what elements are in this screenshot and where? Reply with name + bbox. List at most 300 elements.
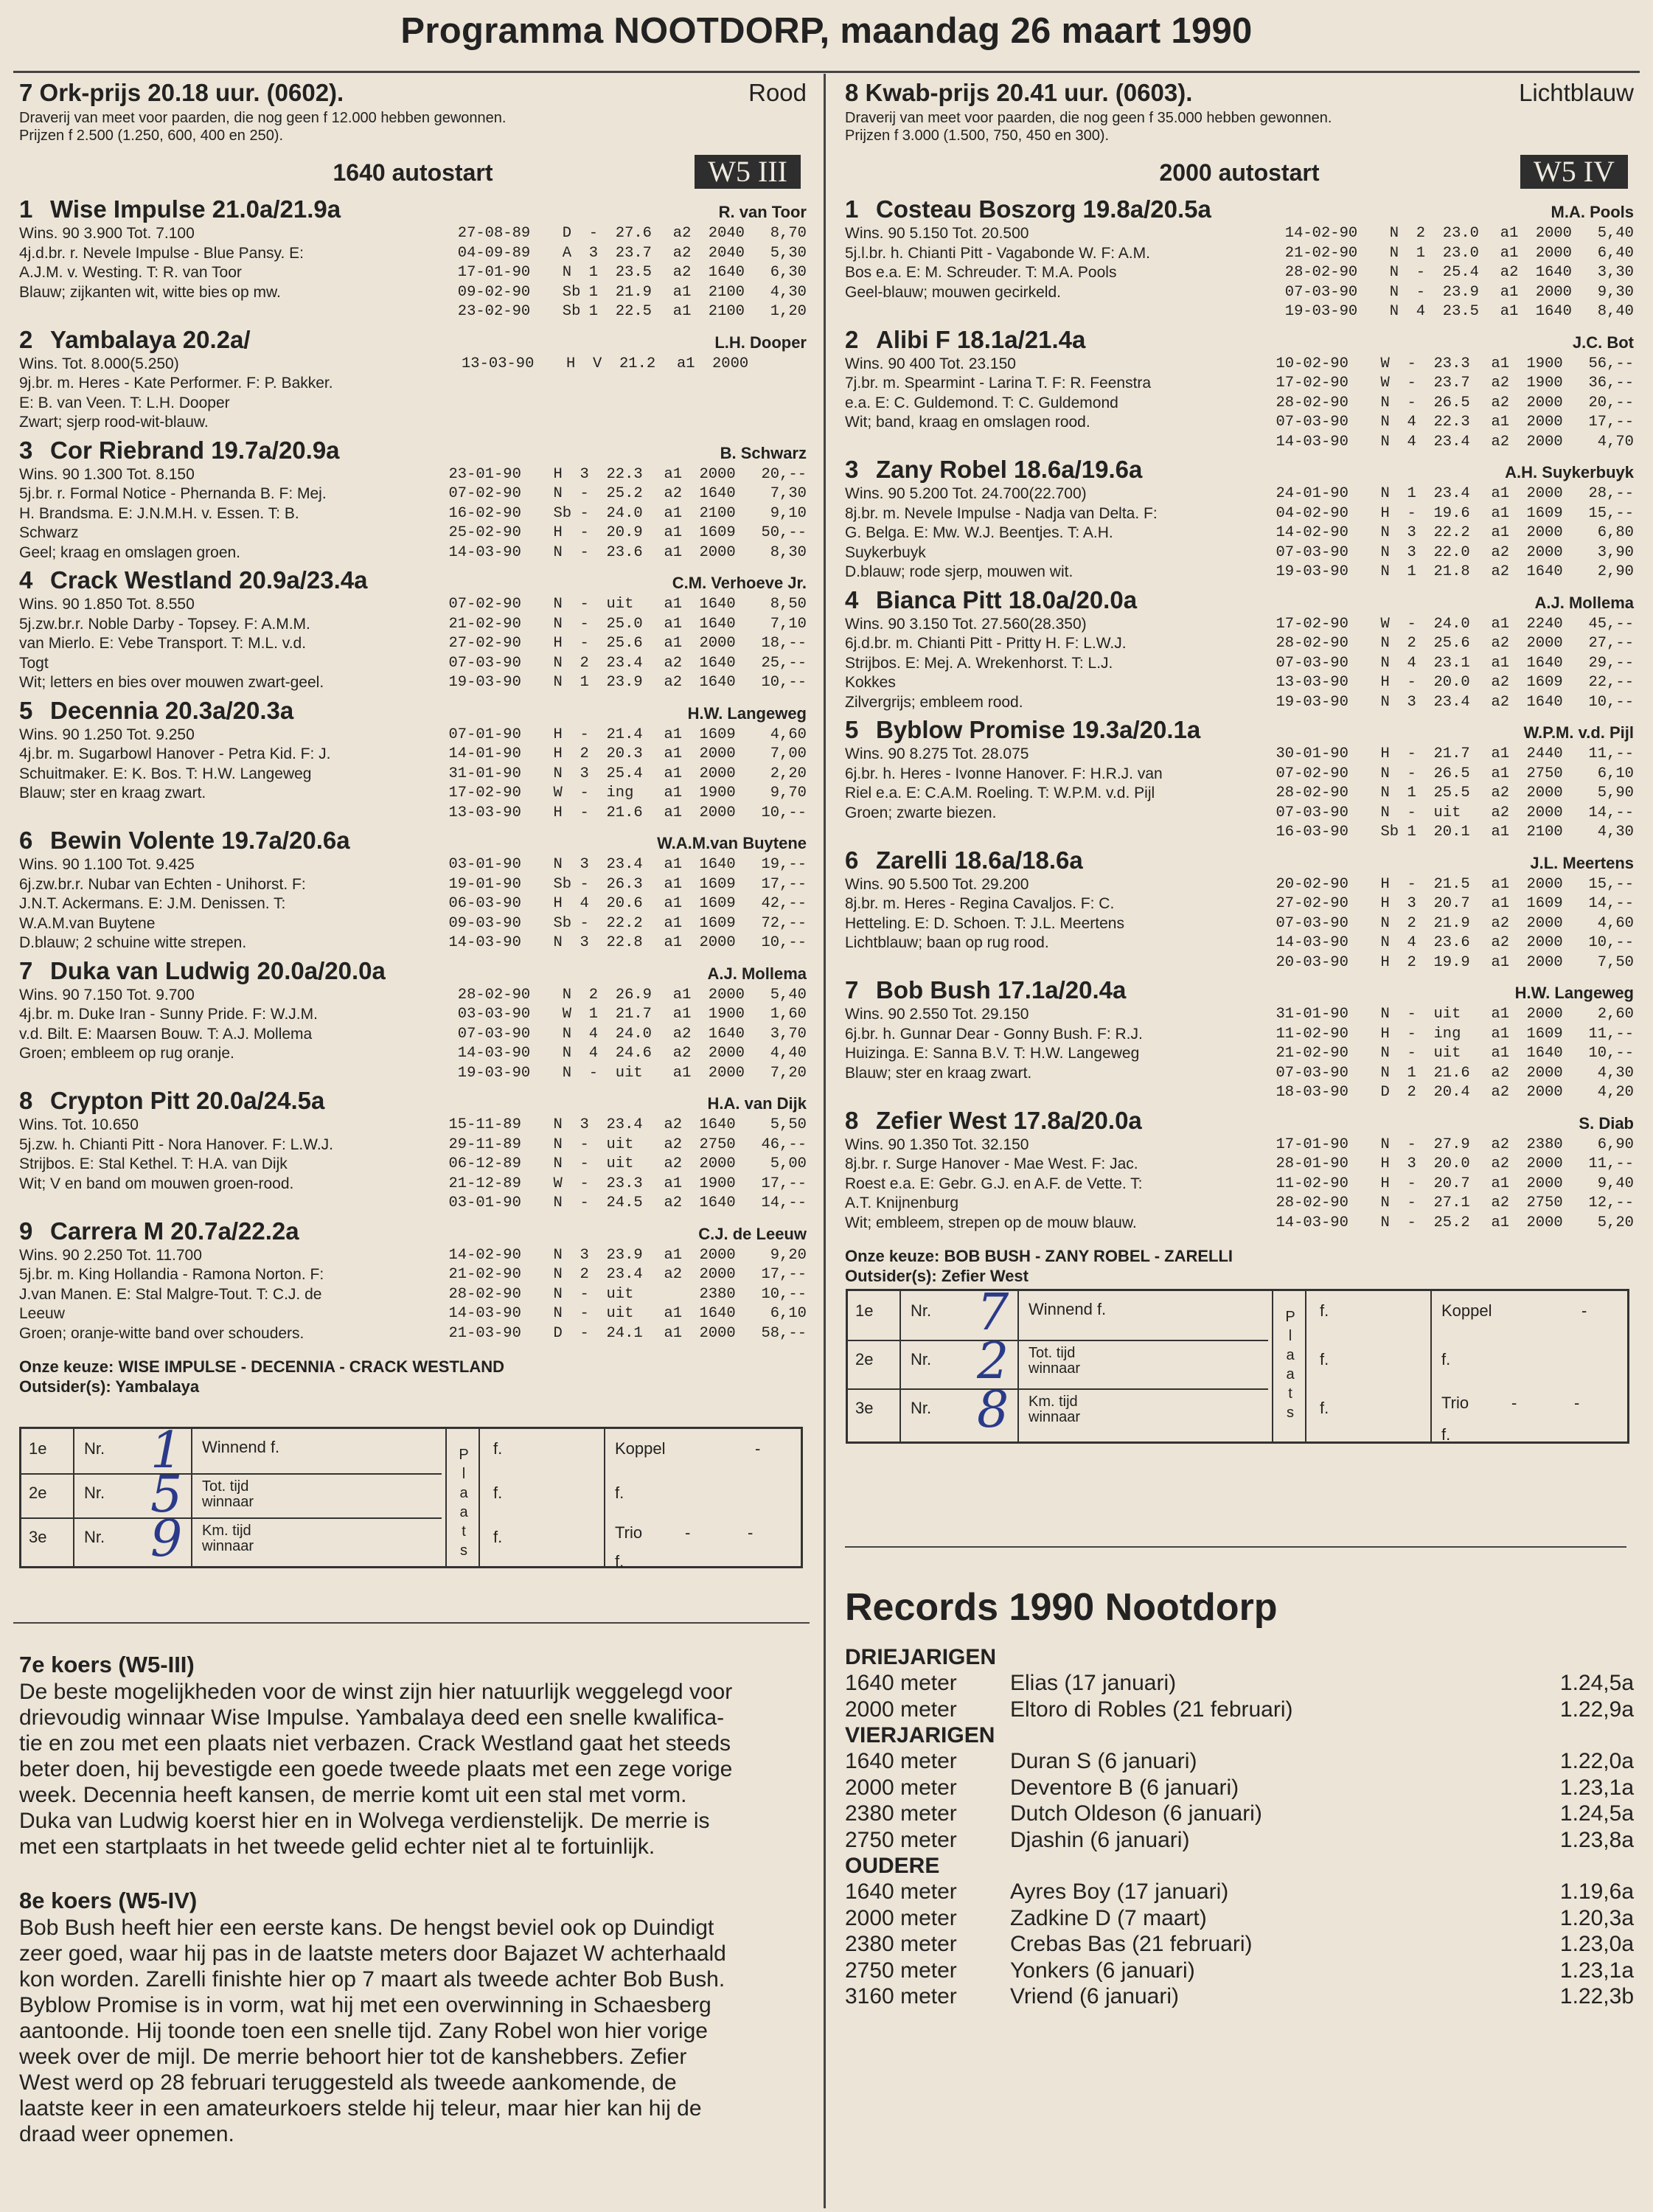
result-row bbox=[1276, 745, 1634, 765]
result-cell: a1 bbox=[1500, 225, 1519, 242]
horse-number: 2 bbox=[19, 325, 33, 353]
result-cell: 6,10 bbox=[770, 1305, 807, 1322]
result-cell: 1609 bbox=[1526, 674, 1563, 691]
horse-title: Alibi F 18.1a/21.4a bbox=[876, 325, 1086, 353]
race-title: 8 Kwab-prijs 20.41 uur. (0603). bbox=[845, 79, 1193, 106]
title-divider bbox=[13, 71, 1640, 73]
result-cell: 46,-- bbox=[761, 1135, 807, 1153]
horse-number: 1 bbox=[19, 195, 33, 223]
result-cell: a1 bbox=[1491, 1175, 1510, 1192]
result-cell: H bbox=[1380, 1175, 1390, 1192]
result-cell: 56,-- bbox=[1588, 355, 1634, 372]
trio-f: f. bbox=[615, 1552, 624, 1571]
result-cell: 23.6 bbox=[606, 543, 643, 561]
result-cell: 1640 bbox=[708, 264, 745, 281]
result-cell: a2 bbox=[672, 1025, 692, 1043]
time-label bbox=[1029, 1346, 1080, 1377]
time-label-line: Tot. tijd bbox=[202, 1478, 249, 1495]
record-time: 1.24,5a bbox=[1559, 1671, 1634, 1695]
result-cell: a2 bbox=[1491, 674, 1510, 691]
result-cell: 5,40 bbox=[770, 986, 807, 1004]
result-cell: a2 bbox=[672, 225, 692, 242]
result-cell: 21.7 bbox=[615, 1006, 652, 1023]
result-row bbox=[1276, 504, 1634, 524]
result-cell: a1 bbox=[1491, 1045, 1510, 1062]
result-row bbox=[448, 484, 807, 504]
result-cell: 2,60 bbox=[1597, 1006, 1634, 1023]
result-cell: a1 bbox=[1491, 1006, 1510, 1023]
result-row bbox=[448, 615, 807, 635]
result-cell: N bbox=[1380, 433, 1390, 451]
table-rule bbox=[604, 1429, 605, 1566]
horse-info-line: Wins. 90 1.850 Tot. 8.550 bbox=[19, 596, 195, 613]
result-cell: a1 bbox=[1491, 485, 1510, 502]
result-cell: 2000 bbox=[699, 1155, 736, 1172]
result-cell: W bbox=[553, 785, 563, 801]
horse-results bbox=[1276, 484, 1634, 582]
table-rule bbox=[1305, 1291, 1306, 1441]
result-row bbox=[458, 986, 807, 1006]
result-cell: 1900 bbox=[1526, 355, 1563, 372]
horse-info-line: A.J.M. v. Westing. T: R. van Toor bbox=[19, 264, 242, 281]
horse-info-line: 8j.br. m. Heres - Regina Cavaljos. F: C. bbox=[845, 895, 1115, 912]
horse-info-line: 9j.br. m. Heres - Kate Performer. F: P. Bakker. bbox=[19, 375, 333, 392]
record-distance: 2750 meter bbox=[845, 1827, 957, 1852]
race-distance: 1640 autostart bbox=[333, 159, 493, 186]
horse-title: Crack Westland 20.9a/23.4a bbox=[50, 566, 368, 594]
records-group-heading: OUDERE bbox=[845, 1854, 940, 1878]
result-cell: 4,30 bbox=[1597, 824, 1634, 841]
horse-header bbox=[19, 566, 807, 595]
column-divider bbox=[824, 74, 826, 2208]
result-row bbox=[448, 673, 807, 693]
result-cell: 27,-- bbox=[1588, 635, 1634, 652]
result-cell: a1 bbox=[664, 596, 683, 613]
table-rule bbox=[1017, 1291, 1019, 1441]
horse-body bbox=[845, 615, 1634, 713]
result-row bbox=[1276, 374, 1634, 394]
nr-label: Nr. bbox=[84, 1439, 105, 1458]
result-cell: 8,40 bbox=[1597, 303, 1634, 320]
result-row bbox=[448, 804, 807, 824]
horse-info-line: Schuitmaker. E: K. Bos. T: H.W. Langeweg bbox=[19, 765, 312, 782]
result-cell: 72,-- bbox=[761, 914, 807, 932]
result-row bbox=[1285, 263, 1634, 283]
result-cell: - bbox=[1407, 674, 1416, 691]
result-cell: 1 bbox=[1407, 485, 1416, 502]
commentary-line: met een startplaats in het tweede gelid echter niet al te fortuinlijk. bbox=[19, 1834, 655, 1859]
commentary-line: draad weer opnemen. bbox=[19, 2122, 234, 2146]
result-row bbox=[1276, 413, 1634, 433]
result-cell: 26.3 bbox=[606, 875, 643, 893]
result-cell: a1 bbox=[1491, 414, 1510, 431]
result-cell: 1609 bbox=[699, 524, 736, 541]
result-cell: 10,-- bbox=[761, 674, 807, 691]
result-cell: - bbox=[1407, 504, 1416, 522]
result-cell: Sb bbox=[1380, 824, 1399, 841]
result-cell: a2 bbox=[664, 1135, 683, 1153]
result-cell: 2000 bbox=[1526, 543, 1563, 561]
horse-info bbox=[19, 1116, 448, 1214]
horse-header bbox=[19, 325, 807, 355]
horse-header bbox=[19, 696, 807, 726]
result-row bbox=[1276, 615, 1634, 635]
result-cell: 1 bbox=[580, 674, 589, 691]
result-cell: - bbox=[1407, 1214, 1416, 1231]
table-rule bbox=[191, 1429, 192, 1566]
result-cell: N bbox=[553, 1135, 563, 1153]
result-cell: 3 bbox=[1407, 524, 1416, 541]
result-cell: a1 bbox=[672, 986, 692, 1004]
result-cell: 27-02-90 bbox=[448, 635, 521, 652]
handwritten-number: 8 bbox=[977, 1381, 1009, 1439]
trio-label: Trio bbox=[615, 1523, 643, 1542]
record-row bbox=[845, 1879, 1634, 1905]
outsider-line bbox=[19, 1377, 807, 1397]
result-row bbox=[448, 765, 807, 785]
horse-info bbox=[19, 855, 448, 953]
result-row bbox=[1276, 823, 1634, 843]
horse-info-line: Riel e.a. E: C.A.M. Roeling. T: W.P.M. v.d. Pijl bbox=[845, 785, 1155, 801]
result-cell: 4 bbox=[1407, 433, 1416, 451]
result-cell: 22.3 bbox=[606, 465, 643, 483]
result-cell: 27-02-90 bbox=[1276, 895, 1348, 912]
result-row bbox=[458, 283, 807, 303]
outsider-label: Outsider(s): bbox=[19, 1377, 111, 1396]
result-form-race-7[interactable] bbox=[19, 1422, 803, 1571]
result-row bbox=[448, 634, 807, 654]
result-cell: - bbox=[580, 635, 589, 652]
record-distance: 2380 meter bbox=[845, 1801, 957, 1826]
result-cell: 1 bbox=[588, 1006, 599, 1023]
record-row bbox=[845, 1983, 1634, 2010]
horse-driver: R. van Toor bbox=[718, 203, 807, 221]
result-cell: 23.4 bbox=[606, 1266, 643, 1283]
result-cell: H bbox=[1380, 1025, 1390, 1043]
result-cell: 4 bbox=[1407, 654, 1416, 672]
commentary-line: aantoonde. Hij toonde toen een snelle tijd. Zany Robel won hier vorige bbox=[19, 2019, 708, 2043]
result-row bbox=[448, 784, 807, 804]
outsider-label: Outsider(s): bbox=[845, 1267, 937, 1285]
result-cell: 2000 bbox=[699, 543, 736, 561]
horse-info-line: Groen; embleem op rug oranje. bbox=[19, 1045, 234, 1062]
horse-entry bbox=[19, 1086, 807, 1214]
result-cell: 2380 bbox=[699, 1285, 736, 1303]
result-cell: 22.0 bbox=[1433, 543, 1470, 561]
result-cell: 26.5 bbox=[1433, 765, 1470, 782]
record-holder: Crebas Bas (21 februari) bbox=[1010, 1932, 1253, 1956]
result-cell: 07-03-90 bbox=[1284, 283, 1358, 301]
result-cell: 22.2 bbox=[606, 914, 643, 932]
result-cell: 18-03-90 bbox=[1276, 1084, 1348, 1101]
result-cell: a1 bbox=[677, 355, 695, 372]
result-row bbox=[448, 1135, 807, 1155]
result-row bbox=[448, 894, 807, 914]
result-cell: 7,30 bbox=[770, 485, 807, 502]
result-cell: 2 bbox=[1407, 914, 1416, 932]
result-cell: 10,-- bbox=[1588, 934, 1634, 951]
horse-header bbox=[19, 1086, 807, 1116]
result-cell: 6,30 bbox=[770, 264, 807, 281]
result-row bbox=[448, 933, 807, 953]
horse-info-line: Wit; letters en bies over mouwen zwart-geel. bbox=[19, 674, 324, 691]
race-conditions bbox=[845, 109, 1634, 145]
result-cell: 24-01-90 bbox=[1276, 485, 1348, 502]
horse-entry bbox=[845, 455, 1634, 582]
result-cell: 2 bbox=[1407, 1084, 1416, 1101]
horse-driver: J.L. Meertens bbox=[1530, 853, 1634, 872]
result-cell: 1640 bbox=[699, 1116, 736, 1133]
result-cell: 14,-- bbox=[1588, 895, 1634, 912]
horse-driver: H.A. van Dijk bbox=[707, 1094, 807, 1113]
result-cell: H bbox=[553, 635, 563, 652]
result-cell: 4 bbox=[588, 1025, 599, 1043]
result-cell: N bbox=[1389, 283, 1399, 301]
result-cell: N bbox=[562, 1064, 572, 1082]
section-divider-right bbox=[845, 1546, 1626, 1548]
result-cell: 27.1 bbox=[1433, 1194, 1470, 1211]
horse-info-line: J.van Manen. E: Stal Malgre-Tout. T: C.J. de bbox=[19, 1285, 322, 1303]
result-row bbox=[1276, 433, 1634, 453]
horse-title: Costeau Boszorg 19.8a/20.5a bbox=[876, 195, 1211, 223]
race-class-badge: W5 IV bbox=[1520, 155, 1628, 189]
result-cell: N bbox=[1380, 914, 1390, 932]
result-cell: 9,40 bbox=[1597, 1175, 1634, 1192]
result-row bbox=[1276, 1194, 1634, 1214]
horse-info-line: 5j.zw. h. Chianti Pitt - Nora Hanover. F: L.W.J. bbox=[19, 1135, 333, 1153]
result-cell: N bbox=[1380, 1214, 1390, 1231]
result-cell: N bbox=[1380, 785, 1390, 801]
result-cell: 20,-- bbox=[1588, 394, 1634, 411]
result-cell: 25-02-90 bbox=[448, 524, 521, 541]
horse-info-line: Huizinga. E: Sanna B.V. T: H.W. Langeweg bbox=[845, 1045, 1140, 1062]
result-cell: 14-03-90 bbox=[457, 1045, 531, 1062]
result-cell: a1 bbox=[1500, 283, 1519, 301]
result-form-race-8[interactable] bbox=[846, 1284, 1629, 1444]
time-label-line: winnaar bbox=[202, 1494, 254, 1510]
result-row bbox=[458, 1064, 807, 1084]
horse-entry bbox=[19, 696, 807, 824]
result-row bbox=[1276, 914, 1634, 934]
result-cell: 9,70 bbox=[770, 785, 807, 801]
horse-entry bbox=[845, 975, 1634, 1103]
result-cell: N bbox=[562, 986, 572, 1004]
result-cell: 28-02-90 bbox=[457, 986, 531, 1004]
result-cell: 28-01-90 bbox=[1276, 1155, 1348, 1172]
result-cell: 03-01-90 bbox=[448, 1194, 521, 1211]
result-cell: 7,10 bbox=[770, 615, 807, 633]
horse-entry bbox=[845, 846, 1634, 973]
result-cell: 2000 bbox=[1526, 524, 1563, 541]
choice-value: BOB BUSH - ZANY ROBEL - ZARELLI bbox=[944, 1247, 1233, 1265]
horse-header bbox=[845, 325, 1634, 355]
records-title: Records 1990 Nootdorp bbox=[845, 1586, 1278, 1629]
result-cell: 2750 bbox=[1526, 1194, 1563, 1211]
horse-header bbox=[845, 846, 1634, 875]
result-cell: 5,20 bbox=[1597, 1214, 1634, 1231]
horse-name bbox=[845, 846, 1083, 875]
horse-entry bbox=[19, 826, 807, 953]
result-cell: N bbox=[1389, 303, 1399, 320]
result-cell: N bbox=[1380, 1194, 1390, 1211]
horse-info bbox=[845, 615, 1276, 713]
result-cell: 22.3 bbox=[1433, 414, 1470, 431]
horse-info-line: Wins. 90 7.150 Tot. 9.700 bbox=[19, 986, 195, 1004]
commentary-line: week over de mijl. De merrie behoort hier tot de kanshebbers. Zefier bbox=[19, 2045, 687, 2069]
result-cell: N bbox=[1380, 1135, 1390, 1153]
result-cell: 09-02-90 bbox=[457, 283, 531, 301]
result-cell: 1 bbox=[1407, 824, 1416, 841]
result-cell: 2000 bbox=[708, 1045, 745, 1062]
result-cell: 6,10 bbox=[1597, 765, 1634, 782]
result-cell: 28-02-90 bbox=[1276, 635, 1348, 652]
result-row bbox=[1276, 484, 1634, 504]
plaats-letter: t bbox=[1288, 1385, 1292, 1402]
result-cell: uit bbox=[1433, 804, 1461, 821]
horse-info-line: A.T. Knijnenburg bbox=[845, 1194, 959, 1211]
result-cell: 12,-- bbox=[1588, 1194, 1634, 1211]
result-row bbox=[1285, 224, 1634, 244]
result-cell: a2 bbox=[664, 1116, 683, 1133]
result-cell: 2100 bbox=[1526, 824, 1563, 841]
result-cell: 2000 bbox=[699, 804, 736, 821]
nr-label: Nr. bbox=[911, 1399, 932, 1417]
horse-body bbox=[19, 1116, 807, 1214]
result-cell: - bbox=[1407, 1045, 1416, 1062]
horse-info-line: Wins. 90 5.150 Tot. 20.500 bbox=[845, 225, 1029, 242]
record-distance: 2380 meter bbox=[845, 1932, 957, 1956]
result-cell: 27.9 bbox=[1433, 1135, 1470, 1153]
result-row bbox=[448, 1304, 807, 1324]
horse-body bbox=[19, 1246, 807, 1344]
result-cell: 09-03-90 bbox=[448, 914, 521, 932]
result-cell: - bbox=[580, 615, 589, 633]
horse-driver: C.J. de Leeuw bbox=[698, 1224, 807, 1243]
trio-label: Trio bbox=[1441, 1394, 1469, 1413]
result-cell: 07-01-90 bbox=[448, 726, 521, 743]
outsider-line bbox=[845, 1266, 1634, 1286]
result-cell: a1 bbox=[664, 895, 683, 912]
result-cell: N bbox=[553, 856, 563, 873]
result-cell: 1640 bbox=[708, 1025, 745, 1043]
result-cell: 21-02-90 bbox=[1276, 1045, 1348, 1062]
horse-info-line: Wit; band, kraag en omslagen rood. bbox=[845, 414, 1090, 431]
result-cell: W bbox=[1380, 355, 1390, 372]
horse-info-line: e.a. E: C. Guldemond. T: C. Guldemond bbox=[845, 394, 1118, 411]
result-cell: 14-03-90 bbox=[1276, 433, 1348, 451]
result-cell: N bbox=[553, 1266, 563, 1283]
choice-line bbox=[845, 1246, 1634, 1266]
horse-results bbox=[458, 986, 807, 1084]
horse-driver: W.A.M.van Buytene bbox=[657, 834, 807, 852]
result-cell: - bbox=[1407, 765, 1416, 782]
result-cell: 3 bbox=[588, 244, 599, 262]
horse-title: Duka van Ludwig 20.0a/20.0a bbox=[50, 956, 386, 984]
record-time: 1.23,1a bbox=[1559, 1958, 1634, 1983]
result-cell: - bbox=[580, 875, 589, 893]
result-cell: - bbox=[580, 726, 589, 743]
result-cell: - bbox=[1416, 264, 1426, 281]
result-cell: a2 bbox=[1491, 804, 1510, 821]
record-distance: 1640 meter bbox=[845, 1671, 957, 1695]
choice-value: WISE IMPULSE - DECENNIA - CRACK WESTLAND bbox=[118, 1357, 505, 1376]
result-cell: 2000 bbox=[699, 1324, 736, 1342]
result-cell: 9,30 bbox=[1597, 283, 1634, 301]
result-row bbox=[1285, 302, 1634, 322]
horse-info-line: Roest e.a. E: Gebr. G.J. en A.F. de Vette. T: bbox=[845, 1175, 1143, 1192]
result-row bbox=[448, 504, 807, 524]
race-heading bbox=[845, 80, 1634, 106]
result-row bbox=[1276, 1025, 1634, 1045]
horse-number: 4 bbox=[19, 566, 33, 594]
result-row bbox=[1285, 283, 1634, 303]
result-cell: 22,-- bbox=[1588, 674, 1634, 691]
horse-number: 3 bbox=[19, 436, 33, 464]
result-cell: W bbox=[1380, 615, 1390, 633]
result-cell: 4,60 bbox=[770, 726, 807, 743]
result-cell: - bbox=[580, 524, 589, 541]
result-cell: 21-02-90 bbox=[1284, 244, 1358, 262]
koppel-f: f. bbox=[1441, 1350, 1451, 1368]
result-cell: 14,-- bbox=[761, 1194, 807, 1211]
horse-entry bbox=[19, 195, 807, 322]
horse-header bbox=[845, 455, 1634, 484]
record-row bbox=[845, 1775, 1634, 1801]
result-cell: 1640 bbox=[699, 596, 736, 613]
horse-header bbox=[845, 715, 1634, 745]
result-cell: 19,-- bbox=[761, 856, 807, 873]
horse-info bbox=[19, 986, 458, 1084]
table-rule bbox=[21, 1473, 442, 1475]
result-cell: 19-03-90 bbox=[1276, 563, 1348, 580]
result-cell: 7,50 bbox=[1597, 953, 1634, 971]
result-row bbox=[458, 302, 807, 322]
result-cell: - bbox=[1407, 1194, 1416, 1211]
result-row bbox=[1276, 1044, 1634, 1064]
result-cell: 07-03-90 bbox=[448, 654, 521, 672]
result-cell: 2000 bbox=[712, 355, 749, 372]
horse-name bbox=[845, 325, 1085, 355]
result-cell: 30-01-90 bbox=[1276, 745, 1348, 762]
table-rule bbox=[848, 1340, 1268, 1341]
result-cell: 23-02-90 bbox=[457, 303, 531, 320]
result-cell: 2000 bbox=[1526, 934, 1563, 951]
result-cell: 9,10 bbox=[770, 504, 807, 522]
result-cell: 42,-- bbox=[761, 895, 807, 912]
horse-header bbox=[19, 1217, 807, 1246]
race-distance-row bbox=[845, 149, 1634, 192]
commentary-line: drievoudig winnaar Wise Impulse. Yambalaya deed een snelle kwalifica- bbox=[19, 1705, 725, 1730]
choice-label: Onze keuze: bbox=[19, 1357, 114, 1376]
result-cell: N bbox=[553, 934, 563, 951]
result-cell: - bbox=[580, 1305, 589, 1322]
result-cell: 23.7 bbox=[1433, 375, 1470, 392]
result-cell: a1 bbox=[672, 1064, 692, 1082]
result-cell: 13-03-90 bbox=[448, 804, 521, 821]
result-cell: H bbox=[1380, 1155, 1390, 1172]
result-cell: 2 bbox=[588, 986, 599, 1004]
koppel-dash: - bbox=[755, 1439, 761, 1458]
horse-title: Bewin Volente 19.7a/20.6a bbox=[50, 827, 350, 854]
result-cell: a1 bbox=[672, 1006, 692, 1023]
horse-number: 5 bbox=[19, 696, 33, 724]
result-cell: 21-02-90 bbox=[448, 1266, 521, 1283]
result-row bbox=[1276, 765, 1634, 785]
horse-number: 5 bbox=[845, 716, 859, 743]
horse-number: 6 bbox=[845, 846, 859, 874]
record-time: 1.23,8a bbox=[1559, 1827, 1634, 1852]
result-cell: 4 bbox=[1407, 414, 1416, 431]
